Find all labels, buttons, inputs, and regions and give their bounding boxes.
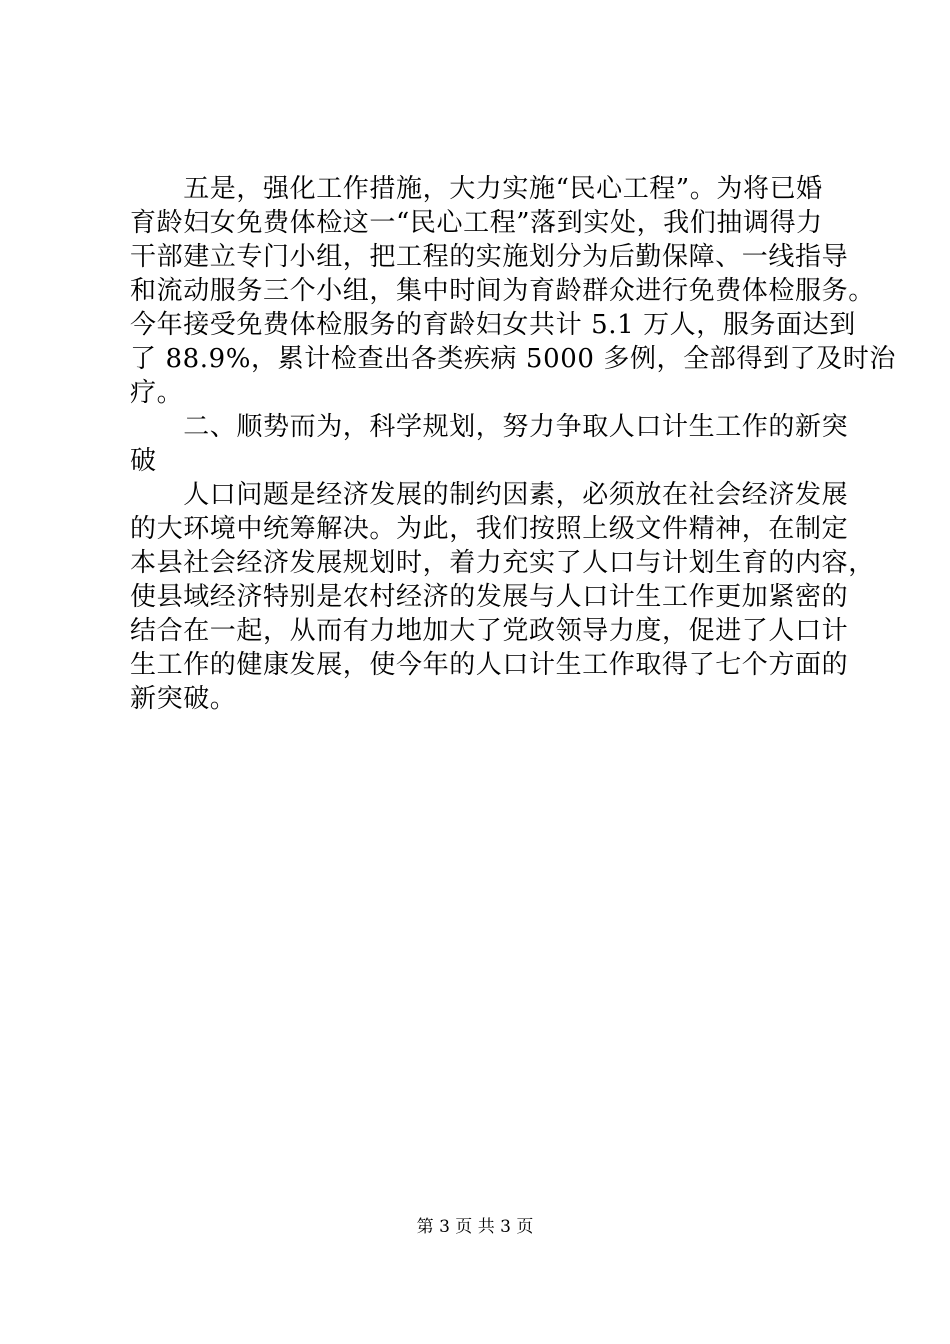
text-line: 干部建立专门小组，把工程的实施划分为后勤保障、一线指导	[130, 242, 849, 272]
page-number-footer: 第 3 页 共 3 页	[416, 1217, 534, 1237]
text-line: 本县社会经济发展规划时，着力充实了人口与计划生育的内容，	[130, 548, 875, 578]
text-line: 新突破。	[130, 684, 237, 714]
text-line: 生工作的健康发展，使今年的人口计生工作取得了七个方面的	[130, 650, 849, 680]
text-line: 疗。	[130, 378, 184, 408]
text-line: 结合在一起，从而有力地加大了党政领导力度，促进了人口计	[130, 616, 849, 646]
text-line: 育龄妇女免费体检这一“民心工程”落到实处，我们抽调得力	[130, 208, 823, 238]
text-line: 的大环境中统筹解决。为此，我们按照上级文件精神，在制定	[130, 514, 849, 544]
text-line: 五是，强化工作措施，大力实施“民心工程”。为将已婚	[130, 174, 823, 204]
section-heading: 破	[130, 446, 157, 476]
text-line: 了 88.9%，累计检查出各类疾病 5000 多例，全部得到了及时治	[130, 344, 896, 374]
section-heading: 二、顺势而为，科学规划，努力争取人口计生工作的新突	[130, 412, 849, 442]
text-line: 使县域经济特别是农村经济的发展与人口计生工作更加紧密的	[130, 582, 849, 612]
text-line: 和流动服务三个小组，集中时间为育龄群众进行免费体检服务。	[130, 276, 875, 306]
text-line: 今年接受免费体检服务的育龄妇女共计 5.1 万人，服务面达到	[130, 310, 856, 340]
text-line: 人口问题是经济发展的制约因素，必须放在社会经济发展	[130, 480, 849, 510]
